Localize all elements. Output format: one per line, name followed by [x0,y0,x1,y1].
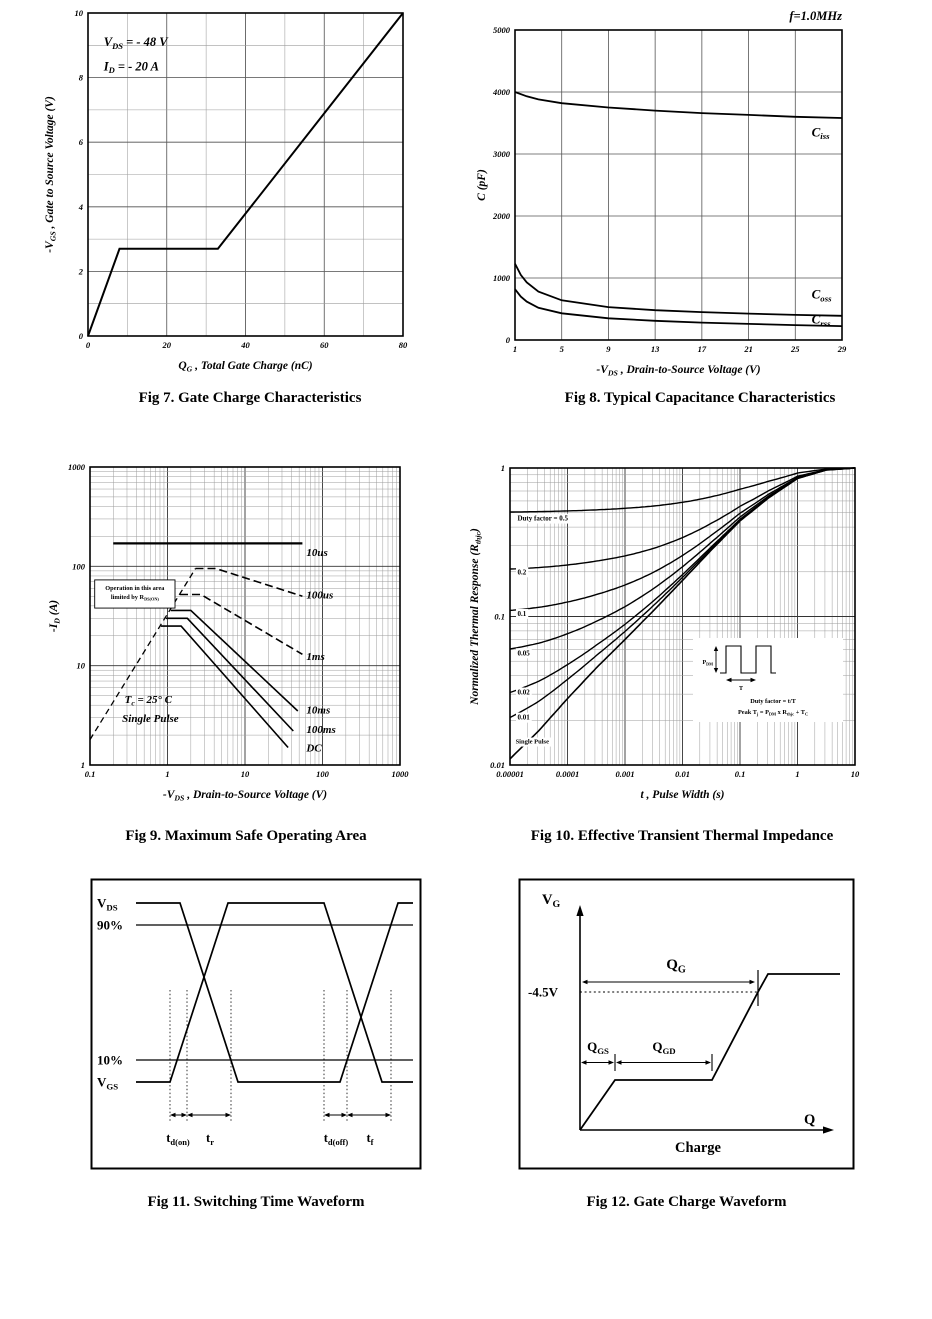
svg-text:1: 1 [80,760,85,770]
svg-text:90%: 90% [97,917,123,933]
svg-text:10ms: 10ms [306,704,331,717]
svg-text:Peak Tj = PDM x Rthjc + TC: Peak $T_j = P_{DM}$ x $R_{thjc} + T_C$ [737,709,809,717]
fig9-caption: Fig 9. Maximum Safe Operating Area [125,828,367,844]
svg-text:0: 0 [78,331,83,341]
svg-text:QG: $Q_G$ [666,957,686,976]
svg-text:10: 10 [850,769,860,779]
svg-text:PDM: $P_{DM}$ [702,660,713,667]
svg-text:0.001: 0.001 [615,769,635,779]
svg-text:9: 9 [606,344,611,354]
svg-text:-ID (A): $-I_D$ (A) [48,599,62,633]
svg-text:0.05: 0.05 [517,649,530,658]
svg-text:1: 1 [512,344,518,354]
fig7-plot [44,8,408,374]
svg-text:VDS = - 48 V: $V_{DS}$ = - 48 V [103,35,168,51]
svg-text:13: 13 [650,344,660,354]
fig11-caption: Fig 11. Switching Time Waveform [147,1194,365,1210]
svg-text:-VGS , Gate to Source Voltage: $-V_{GS}$ , Gate to Source Voltage (V) [44,96,58,253]
fig10-thermal-impedance-chart [465,453,885,835]
fig12-drawing [520,880,854,1169]
svg-text:40: 40 [241,340,250,350]
svg-text:100: 100 [316,769,329,779]
svg-text:0: 0 [85,340,91,350]
svg-text:0.01: 0.01 [517,713,530,722]
svg-text:Operation in this area: Operation in this area [105,584,165,592]
svg-text:80: 80 [398,340,408,350]
svg-text:QGS: $Q_{GS}$ [587,1039,609,1056]
svg-text:f=1.0MHz: f=1.0MHz [789,9,842,23]
svg-text:Charge: Charge [675,1140,721,1156]
svg-text:td(off): $t_{d(off)}$ [323,1131,349,1147]
svg-text:QGD: $Q_{GD}$ [652,1039,676,1056]
svg-text:0.01: 0.01 [490,760,505,770]
svg-text:5: 5 [559,344,564,354]
svg-text:1000: 1000 [68,462,85,472]
svg-text:0.1: 0.1 [494,611,505,622]
svg-text:Duty factor = 0.5: Duty factor = 0.5 [517,514,569,523]
svg-text:QG , Total Gate Charge (nC): $Q_G$ , Total Gate Charge (nC) [178,360,313,374]
svg-text:0.1: 0.1 [517,609,527,618]
svg-text:100ms: 100ms [306,724,336,737]
svg-text:tr: $t_r$ [206,1131,214,1147]
svg-text:0.02: 0.02 [517,688,530,697]
svg-text:Normalized Thermal Response (R: Normalized Thermal Response $(R_{thjc})$ [469,528,483,705]
svg-text:3000: 3000 [493,149,510,159]
svg-text:0.01: 0.01 [675,769,690,779]
svg-text:VG: $V_G$ [542,892,561,911]
fig8-plot [476,9,847,378]
fig9-plot [48,462,409,803]
fig8-capacitance-chart [472,3,887,388]
svg-text:Single Pulse: Single Pulse [515,738,549,746]
svg-text:1: 1 [500,463,505,473]
fig7-gate-charge-chart [40,3,415,388]
svg-text:5000: 5000 [493,25,510,35]
svg-text:100us: 100us [306,589,334,602]
svg-text:Coss: $C_{oss}$ [811,286,832,304]
svg-text:2000: 2000 [493,211,510,221]
svg-text:td(on): $t_{d(on)}$ [166,1131,190,1147]
svg-text:Ciss: $C_{iss}$ [811,124,830,142]
fig10-plot [469,463,860,801]
svg-text:10us: 10us [306,546,328,559]
svg-text:4: 4 [78,201,83,212]
svg-text:10: 10 [240,769,250,779]
svg-text:VGS: $V_{GS}$ [97,1074,119,1092]
svg-text:0.1: 0.1 [734,769,746,779]
svg-text:10%: 10% [97,1052,123,1068]
svg-text:tf: $t_f$ [366,1131,374,1147]
svg-text:limited by RDS(ON): limited by $R_{DS(ON)}$ [110,593,159,602]
svg-text:1: 1 [165,769,170,779]
svg-text:-VDS , Drain-to-Source Voltage: $-V_{DS}$ , Drain-to-Source Voltage (V) [596,364,761,378]
svg-text:10: 10 [76,660,85,671]
svg-text:T: T [738,686,744,692]
svg-text:25: 25 [791,344,800,354]
svg-text:4000: 4000 [493,87,510,97]
svg-text:-VDS , Drain-to-Source Voltage: $-V_{DS}$ , Drain-to-Source Voltage (V) [162,789,328,803]
svg-text:2: 2 [78,266,83,277]
svg-text:100: 100 [72,561,85,572]
svg-text:C (pF): C (pF) [476,169,488,201]
svg-text:-4.5V: -4.5V [528,984,558,1000]
fig11-switching-waveform [90,878,422,1170]
svg-text:Duty factor = t/T: Duty factor = t/T [750,698,796,705]
svg-text:0.1: 0.1 [84,769,96,779]
svg-text:DC: DC [306,742,322,755]
svg-text:20: 20 [162,340,171,350]
svg-text:t , Pulse Width (s): t , Pulse Width (s) [640,789,725,801]
svg-text:1000: 1000 [493,273,510,283]
svg-text:1: 1 [795,769,800,779]
svg-text:0.00001: 0.00001 [496,769,524,779]
svg-text:6: 6 [78,137,83,148]
svg-text:1000: 1000 [391,769,409,779]
svg-text:Tc = 25° C: $T_c = 25^\circ$ C [124,694,172,708]
svg-text:Q: Q [804,1112,816,1128]
fig10-caption: Fig 10. Effective Transient Thermal Impedance [530,828,834,844]
fig7-caption: Fig 7. Gate Charge Characteristics [138,390,362,406]
svg-text:0.0001: 0.0001 [555,769,580,779]
svg-text:8: 8 [78,72,83,83]
svg-text:Single Pulse: Single Pulse [122,713,179,726]
svg-text:0.2: 0.2 [517,568,527,577]
svg-text:21: 21 [744,344,753,354]
svg-text:60: 60 [320,340,329,350]
fig9-soa-chart [45,453,447,835]
svg-text:VDS: $V_{DS}$ [97,895,118,913]
fig12-gate-charge-waveform [518,878,855,1170]
svg-text:29: 29 [837,344,847,354]
svg-text:1ms: 1ms [306,651,325,664]
fig12-caption: Fig 12. Gate Charge Waveform [586,1194,787,1210]
fig8-caption: Fig 8. Typical Capacitance Characteristics [564,390,836,406]
svg-text:10: 10 [74,8,83,18]
fig11-drawing [92,880,421,1169]
svg-text:0: 0 [505,335,510,345]
svg-text:17: 17 [697,344,707,354]
svg-text:Crss: $C_{rss}$ [811,311,831,329]
svg-text:ID = - 20 A: $I_D$ = - 20 A [103,59,159,76]
